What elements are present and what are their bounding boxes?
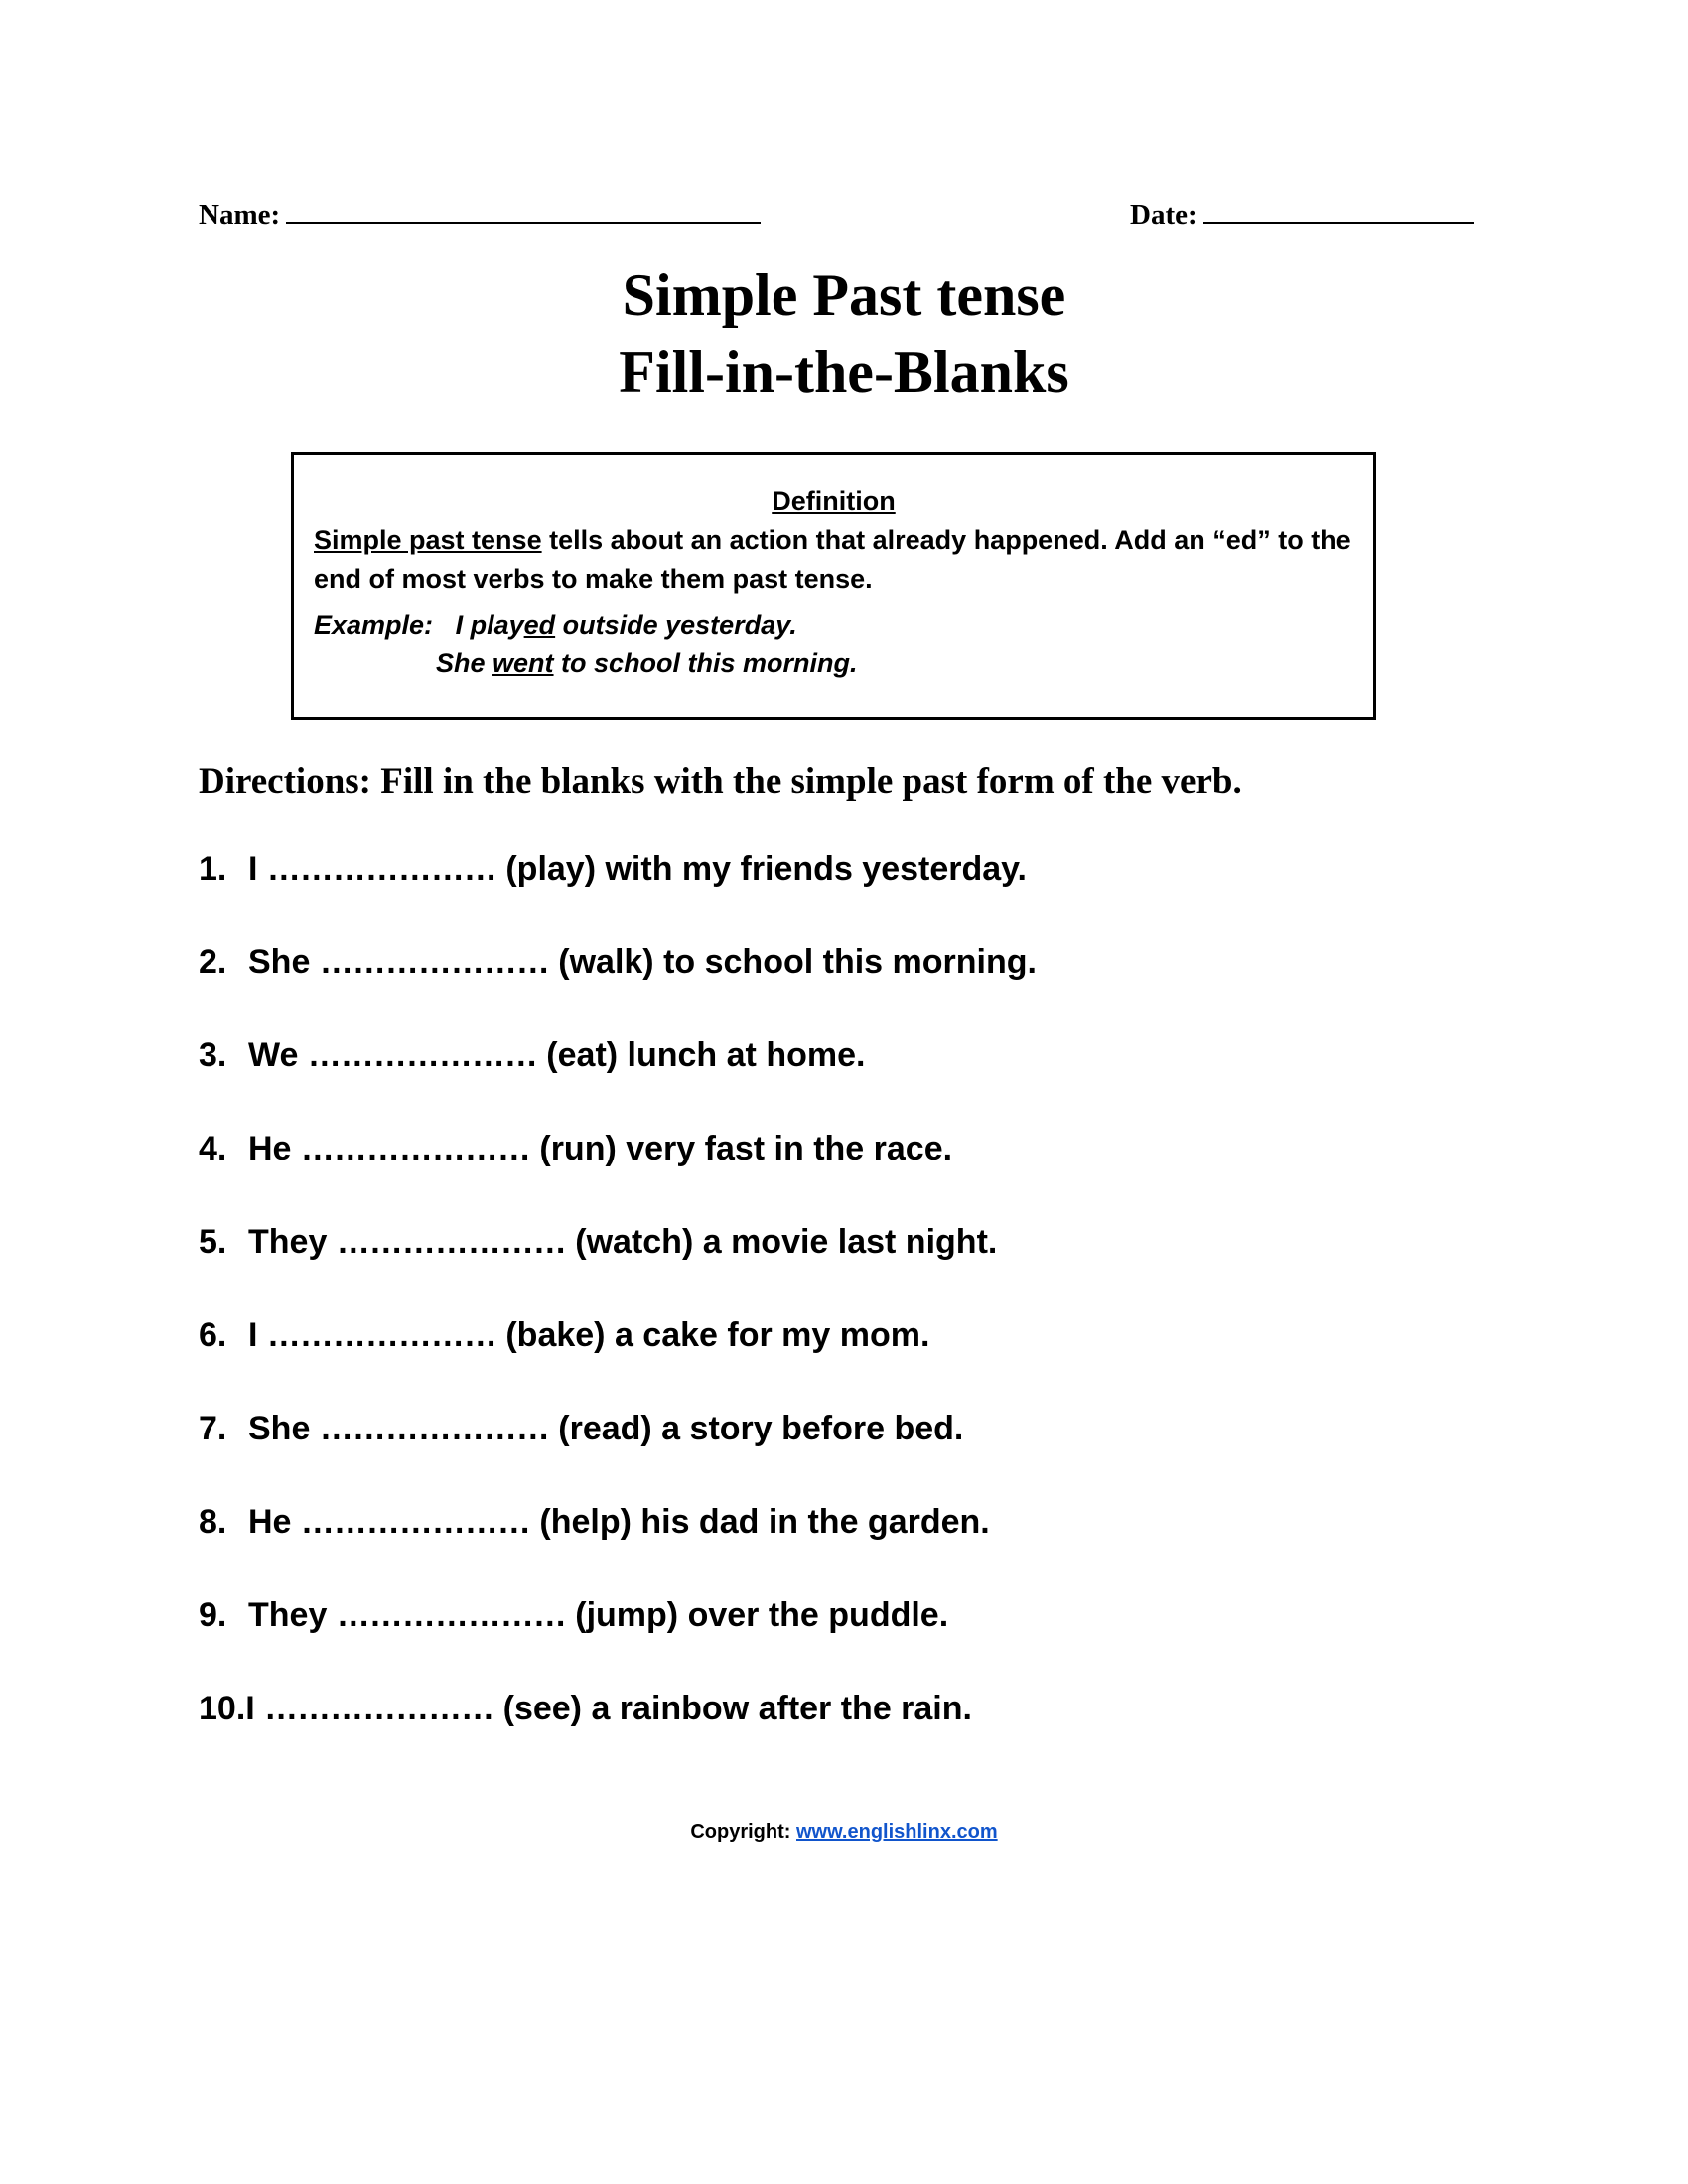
- question-number: 9.: [199, 1596, 227, 1634]
- question-item: [199, 1592, 948, 1638]
- question-rest: (watch) a movie last night.: [575, 1223, 998, 1261]
- name-line[interactable]: [286, 197, 761, 224]
- name-field: [199, 197, 761, 232]
- answer-blank[interactable]: …………………: [300, 1503, 530, 1541]
- example-1: [314, 607, 797, 645]
- question-number: 8.: [199, 1503, 227, 1541]
- question-number: 5.: [199, 1223, 227, 1261]
- answer-blank[interactable]: …………………: [266, 850, 496, 887]
- definition-box: [291, 452, 1376, 720]
- question-subject: She: [248, 943, 311, 981]
- question-subject: I: [248, 850, 258, 887]
- name-label: Name:: [199, 200, 281, 231]
- question-item: [199, 846, 1027, 891]
- question-number: 10.: [199, 1690, 246, 1727]
- copyright-link[interactable]: www.englishlinx.com: [796, 1821, 998, 1843]
- answer-blank[interactable]: …………………: [336, 1596, 566, 1634]
- answer-blank[interactable]: …………………: [300, 1130, 530, 1167]
- question-item: [199, 1312, 929, 1358]
- answer-blank[interactable]: …………………: [264, 1690, 494, 1727]
- question-rest: (bake) a cake for my mom.: [505, 1316, 930, 1354]
- header-row: [199, 197, 1479, 236]
- question-rest: (run) very fast in the race.: [539, 1130, 953, 1167]
- question-rest: (walk) to school this morning.: [558, 943, 1037, 981]
- question-number: 6.: [199, 1316, 227, 1354]
- definition-term: Simple past tense: [314, 525, 542, 555]
- question-rest: (jump) over the puddle.: [575, 1596, 949, 1634]
- example-1-post: outside yesterday.: [555, 611, 797, 640]
- answer-blank[interactable]: …………………: [319, 1410, 549, 1447]
- question-number: 7.: [199, 1410, 227, 1447]
- question-item: [199, 1499, 990, 1545]
- question-subject: I: [248, 1316, 258, 1354]
- definition-text: [314, 521, 1356, 599]
- question-item: [199, 939, 1037, 985]
- question-subject: He: [248, 1503, 292, 1541]
- answer-blank[interactable]: …………………: [266, 1316, 496, 1354]
- question-number: 2.: [199, 943, 227, 981]
- example-2-underline: went: [492, 648, 554, 678]
- question-item: [199, 1219, 997, 1265]
- page-title: Simple Past tense: [622, 262, 1066, 328]
- definition-body: tells about an action that already happened. Add an “ed” to the end of most verbs to make them past tense.: [314, 525, 1351, 594]
- question-number: 4.: [199, 1130, 227, 1167]
- example-label: Example:: [314, 611, 434, 640]
- question-rest: (read) a story before bed.: [558, 1410, 964, 1447]
- directions: Directions: Fill in the blanks with the simple past form of the verb.: [199, 761, 1242, 802]
- example-2: [436, 644, 858, 683]
- question-subject: They: [248, 1596, 328, 1634]
- answer-blank[interactable]: …………………: [319, 943, 549, 981]
- page-subtitle: Fill-in-the-Blanks: [619, 340, 1069, 405]
- question-number: 3.: [199, 1036, 227, 1074]
- question-subject: We: [248, 1036, 299, 1074]
- question-number: 1.: [199, 850, 227, 887]
- question-subject: She: [248, 1410, 311, 1447]
- date-line[interactable]: [1203, 197, 1474, 224]
- copyright-label: Copyright:: [690, 1821, 796, 1843]
- question-subject: They: [248, 1223, 328, 1261]
- question-subject: He: [248, 1130, 292, 1167]
- question-item: [199, 1126, 952, 1171]
- question-rest: (eat) lunch at home.: [546, 1036, 866, 1074]
- question-item: [199, 1686, 972, 1731]
- copyright: [0, 1821, 1688, 1843]
- question-item: [199, 1032, 865, 1078]
- question-rest: (help) his dad in the garden.: [539, 1503, 990, 1541]
- example-1-pre: I play: [455, 611, 524, 640]
- question-item: [199, 1406, 963, 1451]
- question-rest: (play) with my friends yesterday.: [505, 850, 1028, 887]
- date-field: [1130, 197, 1474, 232]
- example-2-pre: She: [436, 648, 493, 678]
- example-1-underline: ed: [523, 611, 556, 640]
- answer-blank[interactable]: …………………: [336, 1223, 566, 1261]
- question-subject: I: [245, 1690, 255, 1727]
- example-2-post: to school this morning.: [553, 648, 858, 678]
- question-rest: (see) a rainbow after the rain.: [502, 1690, 972, 1727]
- definition-heading: Definition: [772, 486, 896, 516]
- date-label: Date:: [1130, 200, 1197, 231]
- answer-blank[interactable]: …………………: [307, 1036, 537, 1074]
